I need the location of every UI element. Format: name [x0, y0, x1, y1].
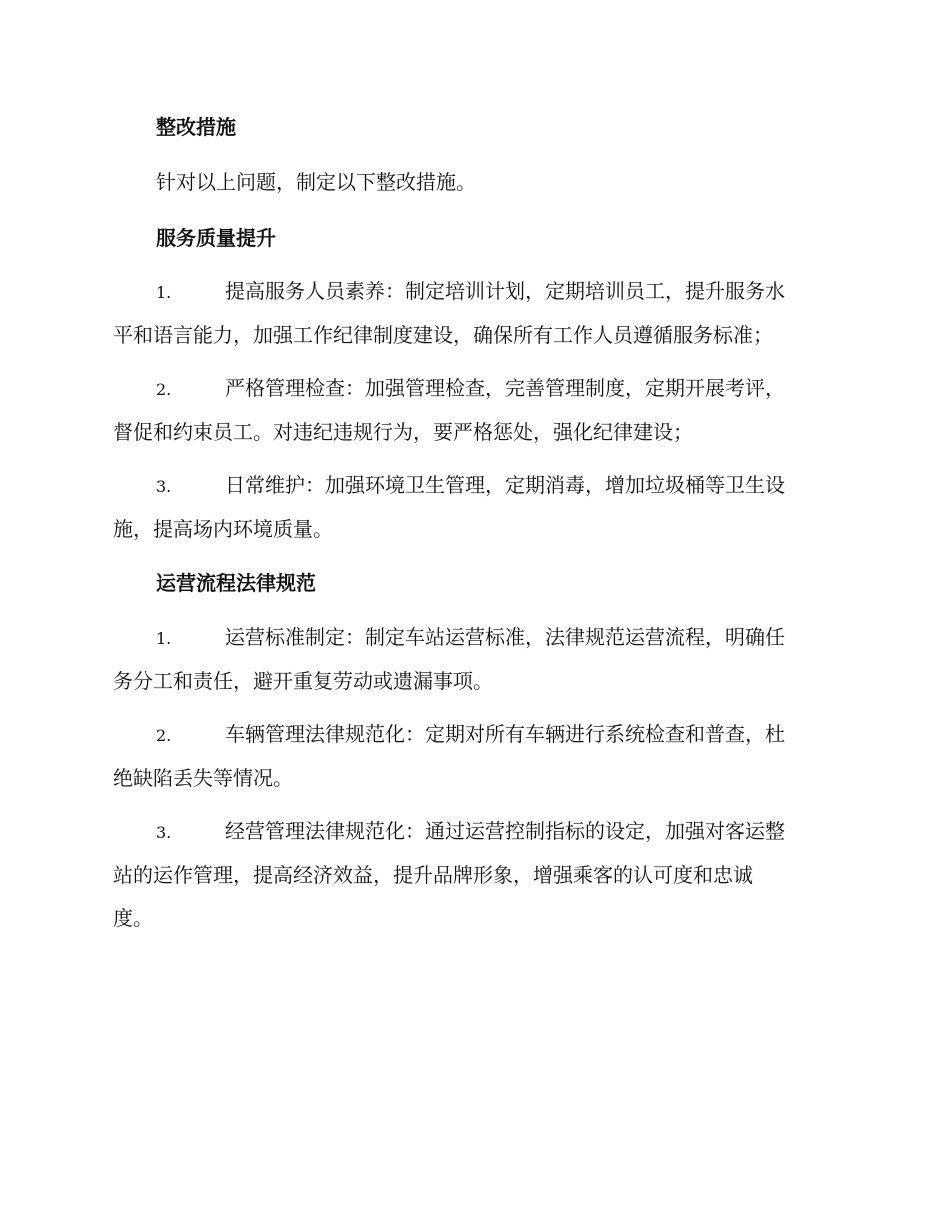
list-item-continuation: 务分工和责任，避开重复劳动或遗漏事项。	[113, 669, 493, 693]
list-item-text: 经营管理法律规范化：通过运营控制指标的设定，加强对客运整	[225, 819, 785, 843]
section-heading-operations: 运营流程法律规范	[156, 571, 316, 595]
list-item-first-line	[113, 367, 835, 411]
intro-paragraph: 针对以上问题，制定以下整改措施。	[156, 170, 476, 194]
list-item-continuation: 站的运作管理，提高经济效益，提升品牌形象，增强乘客的认可度和忠诚	[113, 863, 753, 887]
list-item-number: 1.	[156, 629, 172, 648]
list-item	[113, 616, 835, 703]
list-item-text: 提高服务人员素养：制定培训计划，定期培训员工，提升服务水	[225, 279, 785, 303]
list-item-first-line	[113, 464, 835, 508]
list-item-first-line	[113, 270, 835, 314]
list-item	[113, 713, 835, 800]
list-item-text: 运营标准制定：制定车站运营标准，法律规范运营流程，明确任	[225, 625, 785, 649]
list-item-continuation: 施，提高场内环境质量。	[113, 517, 333, 541]
list-item-continuation: 绝缺陷丢失等情况。	[113, 766, 293, 790]
list-item	[113, 270, 835, 357]
list-item-continuation: 平和语言能力，加强工作纪律制度建设，确保所有工作人员遵循服务标准；	[113, 323, 773, 347]
section-heading-rectification: 整改措施	[156, 115, 236, 139]
list-item-first-line	[113, 713, 835, 757]
list-item-number: 3.	[156, 823, 172, 842]
list-item-text: 日常维护：加强环境卫生管理，定期消毒，增加垃圾桶等卫生设	[225, 473, 785, 497]
list-item-number: 2.	[156, 380, 172, 399]
list-item-text: 车辆管理法律规范化：定期对所有车辆进行系统检查和普查，杜	[225, 722, 785, 746]
list-item-first-line	[113, 810, 835, 854]
list-item-first-line	[113, 616, 835, 660]
list-item	[113, 367, 835, 454]
list-item-number: 3.	[156, 477, 172, 496]
list-item-continuation: 度。	[113, 906, 153, 930]
list-item	[113, 810, 835, 940]
list-item-text: 严格管理检查：加强管理检查，完善管理制度，定期开展考评，	[225, 376, 785, 400]
list-item-number: 1.	[156, 283, 172, 302]
list-item-number: 2.	[156, 726, 172, 745]
section-heading-service: 服务质量提升	[156, 226, 276, 250]
list-item	[113, 464, 835, 551]
list-item-continuation: 督促和约束员工。对违纪违规行为，要严格惩处，强化纪律建设；	[113, 420, 693, 444]
